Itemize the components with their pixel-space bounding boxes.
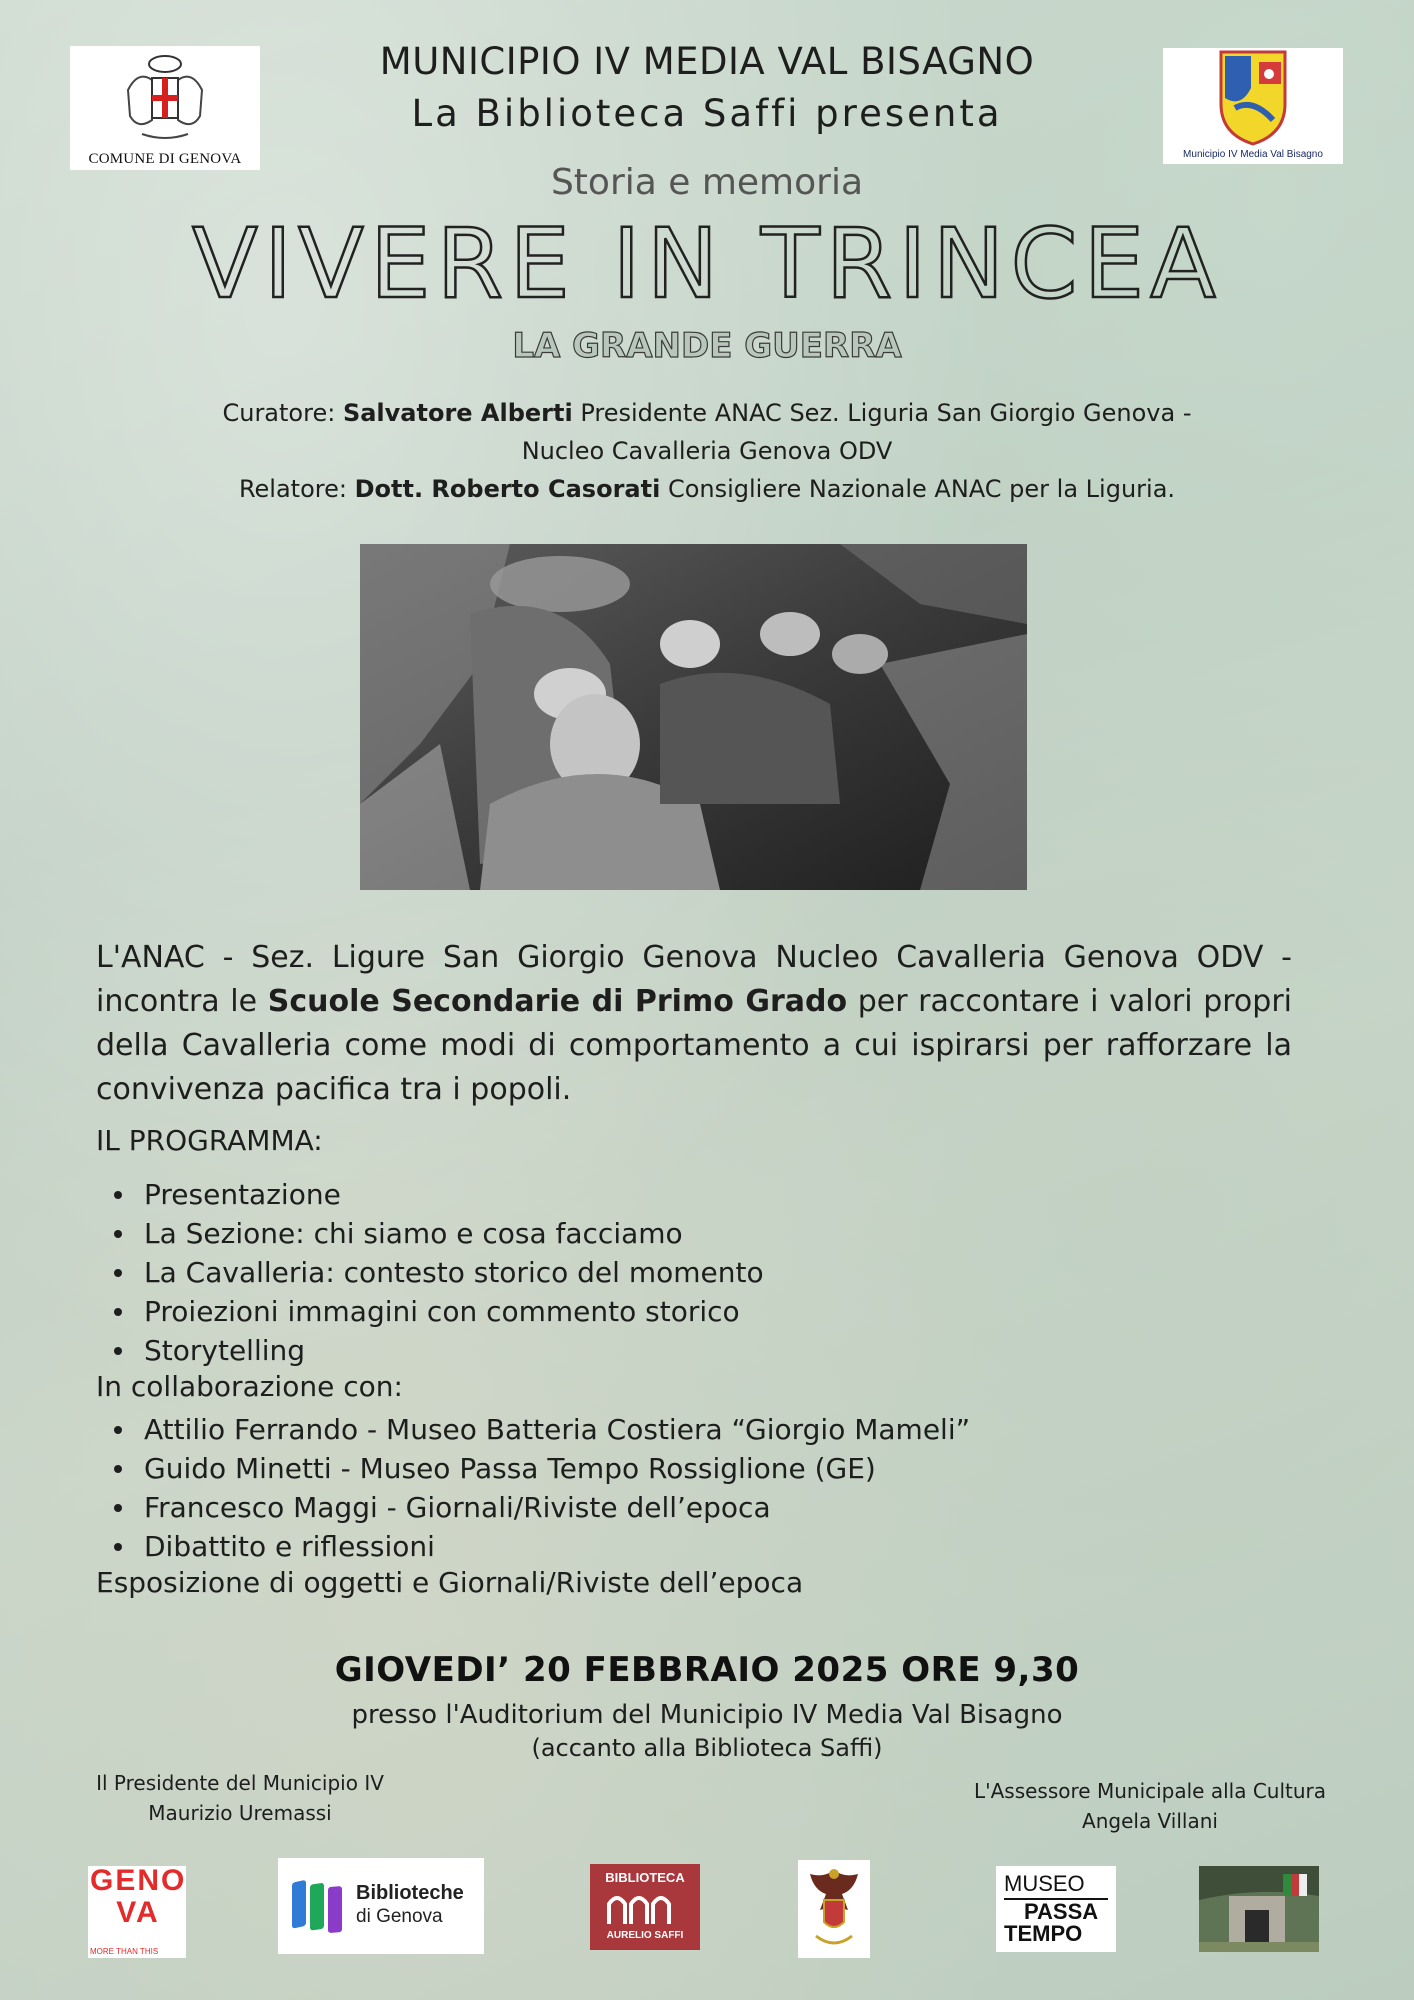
event-venue-note: (accanto alla Biblioteca Saffi) bbox=[531, 1734, 883, 1762]
genova-more-than-this-logo bbox=[88, 1866, 186, 1958]
museo-logo-line3: TEMPO bbox=[1004, 1921, 1083, 1946]
intro-text-1: L'ANAC - Sez. Ligure San Giorgio Genova Nucleo Cavalleria Genova ODV - incontra le bbox=[96, 940, 1292, 1019]
municipio-logo-caption: Municipio IV Media Val Bisagno bbox=[1183, 149, 1323, 160]
genova-logo-caption: COMUNE DI GENOVA bbox=[88, 151, 242, 167]
museo-passa-tempo-logo bbox=[996, 1866, 1116, 1952]
list-item bbox=[96, 1331, 764, 1370]
signature-presidente bbox=[70, 1768, 410, 1828]
list-item-text: Guido Minetti - Museo Passa Tempo Rossiglione (GE) bbox=[144, 1452, 876, 1485]
list-item bbox=[96, 1253, 764, 1292]
list-item-text: Proiezioni immagini con commento storico bbox=[144, 1295, 740, 1328]
list-item-text: Storytelling bbox=[144, 1334, 306, 1367]
bullet-icon bbox=[114, 1543, 122, 1551]
list-item bbox=[96, 1527, 970, 1566]
relatore-role: Consigliere Nazionale ANAC per la Liguria. bbox=[660, 475, 1176, 503]
relatore-label: Relatore: bbox=[238, 475, 355, 503]
bullet-icon bbox=[114, 1269, 122, 1277]
intro-text-2: per raccontare i valori propri della Cavalleria come modi di comportamento a cui ispirarsi per rafforzare la convivenza pacifica tra i popoli. bbox=[96, 984, 1292, 1107]
programma-list bbox=[96, 1175, 764, 1370]
signature-name: Maurizio Uremassi bbox=[148, 1801, 332, 1825]
eagle-crest-logo bbox=[798, 1860, 870, 1958]
museo-logo-line2: PASSA bbox=[1024, 1899, 1099, 1924]
signature-assessore bbox=[950, 1776, 1350, 1836]
relatore-line bbox=[0, 470, 1414, 508]
genova-logo-line2: VA bbox=[116, 1896, 160, 1929]
bullet-icon bbox=[114, 1191, 122, 1199]
esposizione-line: Esposizione di oggetti e Giornali/Riviste dell’epoca bbox=[96, 1566, 804, 1599]
list-item bbox=[96, 1214, 764, 1253]
relatore-name: Dott. Roberto Casorati bbox=[354, 475, 661, 503]
programma-heading: IL PROGRAMMA: bbox=[96, 1124, 323, 1157]
biblioteca-heading: La Biblioteca Saffi presenta bbox=[411, 92, 1003, 135]
intro-paragraph bbox=[96, 936, 1292, 1112]
list-item bbox=[96, 1292, 764, 1331]
curatore-label: Curatore: bbox=[222, 399, 343, 427]
biblioteca-aurelio-saffi-logo bbox=[590, 1864, 700, 1950]
bullet-icon bbox=[114, 1347, 122, 1355]
genova-logo-tag: MORE THAN THIS bbox=[90, 1947, 159, 1956]
eagle-crest-icon bbox=[798, 1860, 870, 1958]
bullet-icon bbox=[114, 1504, 122, 1512]
trench-photo-illustration bbox=[360, 544, 1027, 890]
signature-role: Il Presidente del Municipio IV bbox=[96, 1771, 384, 1795]
signature-name: Angela Villani bbox=[1082, 1809, 1218, 1833]
list-item-text: Dibattito e riflessioni bbox=[144, 1530, 435, 1563]
biblioteche-di-genova-logo bbox=[278, 1858, 484, 1954]
list-item-text: La Sezione: chi siamo e cosa facciamo bbox=[144, 1217, 683, 1250]
curatore-role-line-2: Nucleo Cavalleria Genova ODV bbox=[521, 437, 893, 465]
collaborazione-heading: In collaborazione con: bbox=[96, 1370, 403, 1403]
curatore-line bbox=[0, 394, 1414, 432]
bib-logo-line2: di Genova bbox=[356, 1906, 443, 1927]
list-item bbox=[96, 1175, 764, 1214]
bullet-icon bbox=[114, 1308, 122, 1316]
list-item-text: Attilio Ferrando - Museo Batteria Costiera “Giorgio Mameli” bbox=[144, 1413, 971, 1446]
list-item bbox=[96, 1488, 970, 1527]
books-icon bbox=[286, 1872, 356, 1942]
list-item-text: La Cavalleria: contesto storico del momento bbox=[144, 1256, 764, 1289]
genova-logo-line1: GENO bbox=[90, 1866, 186, 1897]
event-venue: presso l'Auditorium del Municipio IV Media Val Bisagno bbox=[351, 1700, 1063, 1730]
list-item-text: Presentazione bbox=[144, 1178, 341, 1211]
intro-bold-text: Scuole Secondarie di Primo Grado bbox=[267, 984, 848, 1019]
collaborazione-list bbox=[96, 1410, 970, 1566]
signature-role: L'Assessore Municipale alla Cultura bbox=[973, 1779, 1327, 1803]
municipio-heading: MUNICIPIO IV MEDIA VAL BISAGNO bbox=[379, 40, 1035, 83]
bullet-icon bbox=[114, 1230, 122, 1238]
storia-e-memoria-heading: Storia e memoria bbox=[550, 162, 864, 203]
bib-logo-line1: Biblioteche bbox=[356, 1882, 464, 1904]
curatore-name: Salvatore Alberti bbox=[342, 399, 573, 427]
saffi-logo-bottom: AURELIO SAFFI bbox=[606, 1930, 684, 1941]
bunker-entrance-icon bbox=[1199, 1866, 1319, 1952]
trench-soldiers-photo bbox=[360, 544, 1027, 890]
curatore-role: Presidente ANAC Sez. Liguria San Giorgio Genova - bbox=[572, 399, 1192, 427]
arcade-icon bbox=[605, 1890, 685, 1926]
bullet-icon bbox=[114, 1465, 122, 1473]
bullet-icon bbox=[114, 1426, 122, 1434]
bunker-photo-logo bbox=[1199, 1866, 1319, 1952]
list-item bbox=[96, 1449, 970, 1488]
museo-logo-line1: MUSEO bbox=[1004, 1871, 1085, 1896]
page-title: VIVERE IN TRINCEA bbox=[192, 208, 1222, 320]
list-item-text: Francesco Maggi - Giornali/Riviste dell’epoca bbox=[144, 1491, 771, 1524]
saffi-logo-top: BIBLIOTECA bbox=[605, 1870, 685, 1885]
page-subtitle: LA GRANDE GUERRA bbox=[512, 326, 902, 366]
event-date: GIOVEDI’ 20 FEBBRAIO 2025 ORE 9,30 bbox=[334, 1650, 1080, 1690]
list-item bbox=[96, 1410, 970, 1449]
